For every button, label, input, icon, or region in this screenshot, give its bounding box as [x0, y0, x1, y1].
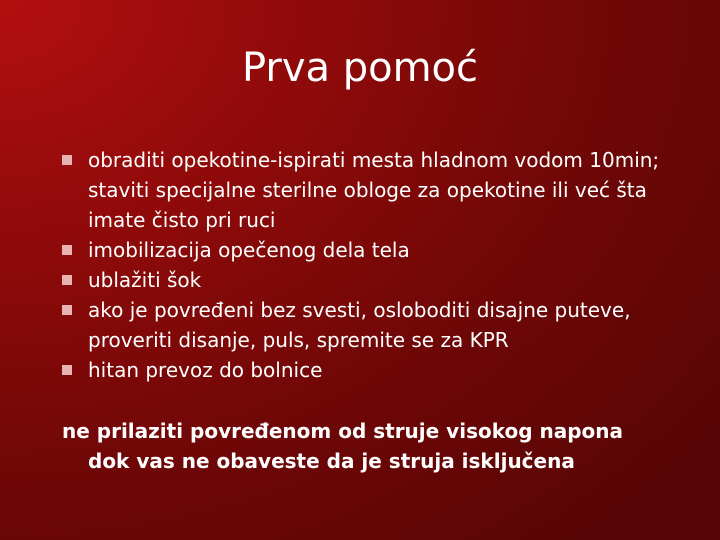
bullet-text-2: imobilizacija opečenog dela tela [88, 238, 410, 262]
square-bullet-icon [62, 365, 72, 375]
slide-title: Prva pomoć [241, 45, 479, 91]
bullet-item-5 [62, 355, 662, 385]
bullet-text-1: obraditi opekotine-ispirati mesta hladnom vodom 10min; staviti specijalne sterilne obloge za opekotine ili već šta imate čisto pri ruci [88, 148, 660, 232]
bullet-item-3 [62, 265, 662, 295]
bullet-text-4: ako je povređeni bez svesti, osloboditi disajne puteve, proveriti disanje, puls, spremite se za KPR [88, 298, 631, 352]
bullet-item-4 [62, 295, 662, 355]
square-bullet-icon [62, 305, 72, 315]
warning-note: ne prilaziti povređenom od struje visokog napona dok vas ne obaveste da je struja isključena [62, 419, 624, 473]
bullet-item-2 [62, 235, 662, 265]
bullet-item-1 [62, 145, 662, 235]
square-bullet-icon [62, 245, 72, 255]
square-bullet-icon [62, 275, 72, 285]
bullet-text-5: hitan prevoz do bolnice [88, 358, 323, 382]
bullet-list [62, 145, 662, 385]
square-bullet-icon [62, 155, 72, 165]
bullet-text-3: ublažiti šok [88, 268, 202, 292]
